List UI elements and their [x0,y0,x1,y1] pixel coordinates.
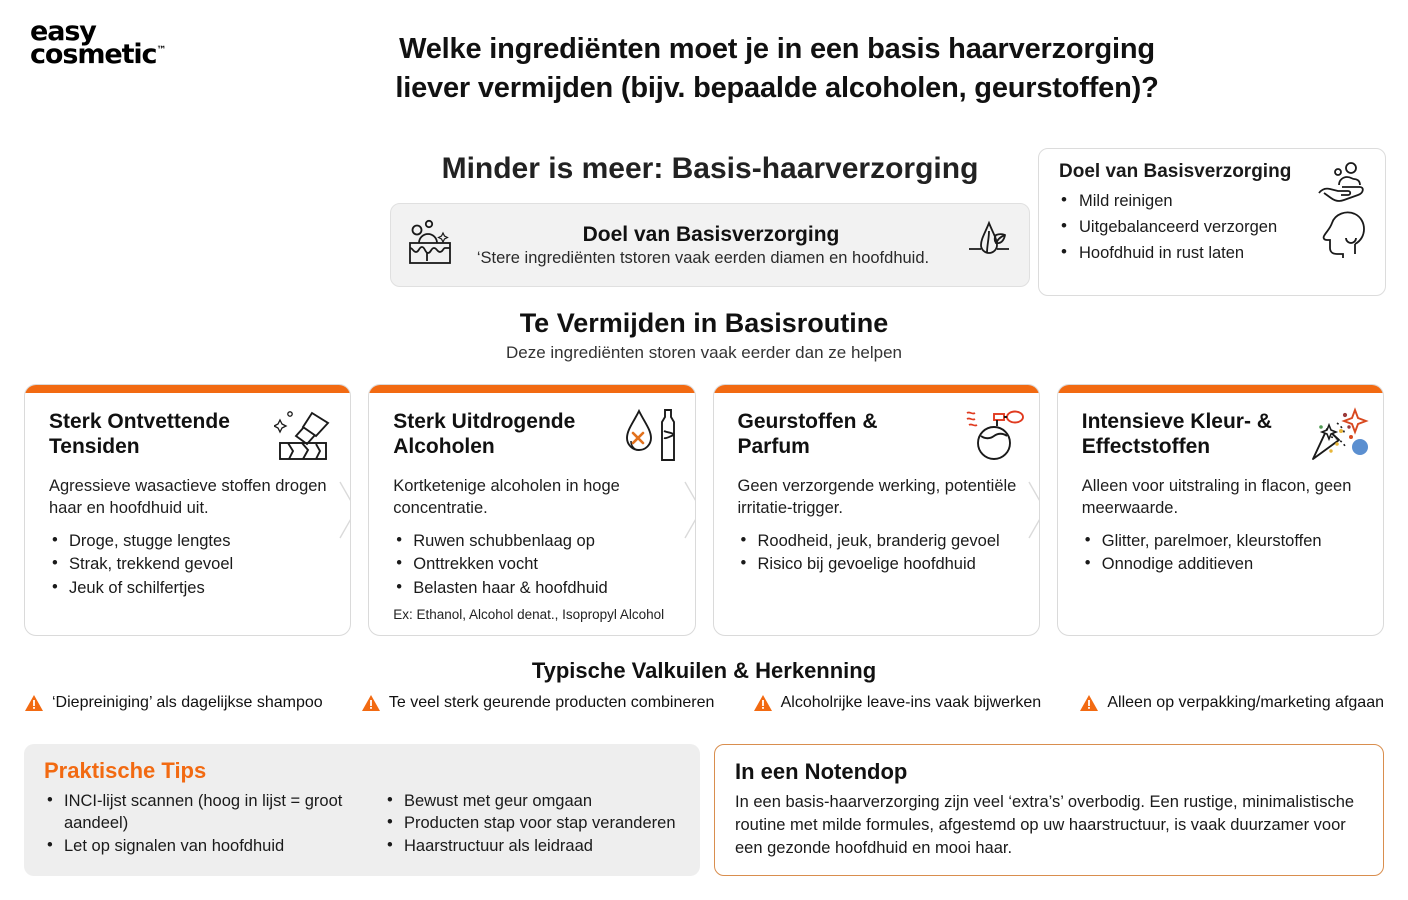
bottom-row [24,744,1384,876]
tips-column-right [384,790,682,857]
list-item: • Mild reinigen [1059,188,1371,214]
goal-panel [1038,148,1386,296]
list-item: • Onttrekken vocht [393,553,678,577]
list-item: • Belasten haar & hoofdhuid [393,577,678,601]
droplet-x-bottle-icon [619,407,681,465]
goal-panel-title: Doel van Basisverzorging [1059,161,1292,182]
avoid-section-subheading: Deze ingrediënten storen vaak eerder dan ze helpen [506,343,902,362]
warning-triangle-icon [24,694,44,712]
list-item: • Uitgebalanceerd verzorgen [1059,214,1371,240]
goal-banner [390,203,1030,287]
intro-heading: Minder is meer: Basis-haarverzorging [441,152,979,185]
goal-banner-text [459,223,963,268]
hand-foam-icon [1315,190,1369,207]
brand-line-2: cosmetic™ [30,39,167,71]
card-title: Sterk Uitdrogende Alcoholen [393,410,576,459]
hair-follicle-leaf-icon [963,217,1015,274]
intro-row [0,140,1408,310]
goal-banner-subtitle: ‘Stere ingrediënten tstoren vaak eerden diamen en hoofdhuid. [476,248,930,267]
brand-logo [30,14,280,71]
avoid-section-header [0,308,1408,363]
card-example: Ex: Ethanol, Alcohol denat., Isopropyl Alcohol [393,607,665,623]
list-item: • Onnodige additieven [1082,553,1367,577]
card-bullets [49,530,334,602]
list-item: • Glitter, parelmoer, kleurstoffen [1082,530,1367,554]
perfume-bottle-icon [963,407,1025,465]
pitfall-item [753,694,1042,712]
list-item: • Droge, stugge lengtes [49,530,334,554]
card-alcoholen[interactable] [368,384,695,636]
confetti-sparkle-icon [1307,407,1369,465]
card-description: Geen verzorgende werking, potentiële irritatie-trigger. [737,477,1017,518]
list-item: • Hoofdhuid in rust laten [1059,240,1371,266]
page-title-line-1: Welke ingrediënten moet je in een basis haarverzorging [399,33,1155,65]
pitfall-item [24,694,323,712]
pitfall-item [1079,694,1384,712]
chevron-right-icon [1028,481,1040,539]
nutshell-heading: In een Notendop [735,759,908,784]
pitfall-label: Alcoholrijke leave-ins vaak bijwerken [780,694,1042,711]
nutshell-body: In een basis-haarverzorging zijn veel ‘extra’s’ overbodig. Een rustige, minimalistische routine met milde formules, afgestemd op uw haarstructuur, is vaak duurzamer voor een gezonde hoofdhuid en mooi haar. [735,793,1355,858]
card-geurstoffen[interactable] [713,384,1040,636]
card-description: Kortketenige alcoholen in hoge concentratie. [393,477,620,518]
card-bullets [393,530,678,602]
page-header [0,0,1408,107]
page-title [280,14,1384,107]
list-item: • Roodheid, jeuk, branderig gevoel [738,530,1023,554]
chevron-right-icon [684,481,696,539]
list-item: • INCI-lijst scannen (hoog in lijst = groot aandeel) [44,790,374,835]
card-tensiden[interactable] [24,384,351,636]
card-bullets [738,530,1023,578]
card-title: Intensieve Kleur- & Effectstoffen [1081,410,1272,459]
nutshell-panel [714,744,1384,876]
list-item: • Jeuk of schilfertjes [49,577,334,601]
tips-heading: Praktische Tips [44,758,207,783]
trademark-symbol: ™ [156,45,167,57]
pitfalls-heading: Typische Valkuilen & Herkenning [531,658,877,683]
pitfall-item [361,694,715,712]
list-item: • Let op signalen van hoofdhuid [44,835,374,857]
tips-panel [24,744,700,876]
warning-triangle-icon [361,694,381,712]
list-item: • Ruwen schubbenlaag op [393,530,678,554]
list-item: • Haarstructuur als leidraad [384,835,682,857]
pitfall-label: Alleen op verpakking/marketing afgaan [1107,694,1384,711]
warning-triangle-icon [1079,694,1099,712]
scrub-brush-icon [274,407,336,465]
list-item: • Risico bij gevoelige hoofdhuid [738,553,1023,577]
tips-column-left [44,790,374,857]
card-title: Geurstoffen & Parfum [737,410,878,459]
card-description: Alleen voor uitstraling in flacon, geen meerwaarde. [1081,477,1352,518]
chevron-right-icon [339,481,351,539]
card-bullets [1082,530,1367,578]
goal-panel-icons [1315,161,1371,263]
card-description: Agressieve wasactieve stoffen drogen haar en hoofdhuid uit. [49,477,327,518]
avoid-cards [24,384,1384,636]
list-item: • Bewust met geur omgaan [384,790,682,812]
list-item: • Producten stap voor stap veranderen [384,812,682,834]
tips-columns [44,790,682,857]
list-item: • Strak, trekkend gevoel [49,553,334,577]
pitfalls-row [24,694,1384,712]
goal-banner-title: Doel van Basisverzorging [582,222,840,246]
warning-triangle-icon [753,694,773,712]
card-title: Sterk Ontvettende Tensiden [49,410,230,459]
page-title-line-2: liever vermijden (bijv. bepaalde alcoholen, geurstoffen)? [395,71,1159,104]
head-profile-icon [1315,245,1369,262]
pitfall-label: ‘Diepreiniging’ als dagelijkse shampoo [52,694,323,711]
avoid-section-heading: Te Vermijden in Basisroutine [519,308,889,338]
card-kleurstoffen[interactable] [1057,384,1384,636]
pitfall-label: Te veel sterk geurende producten combineren [388,694,715,711]
brand-line-1: easy [30,16,96,47]
